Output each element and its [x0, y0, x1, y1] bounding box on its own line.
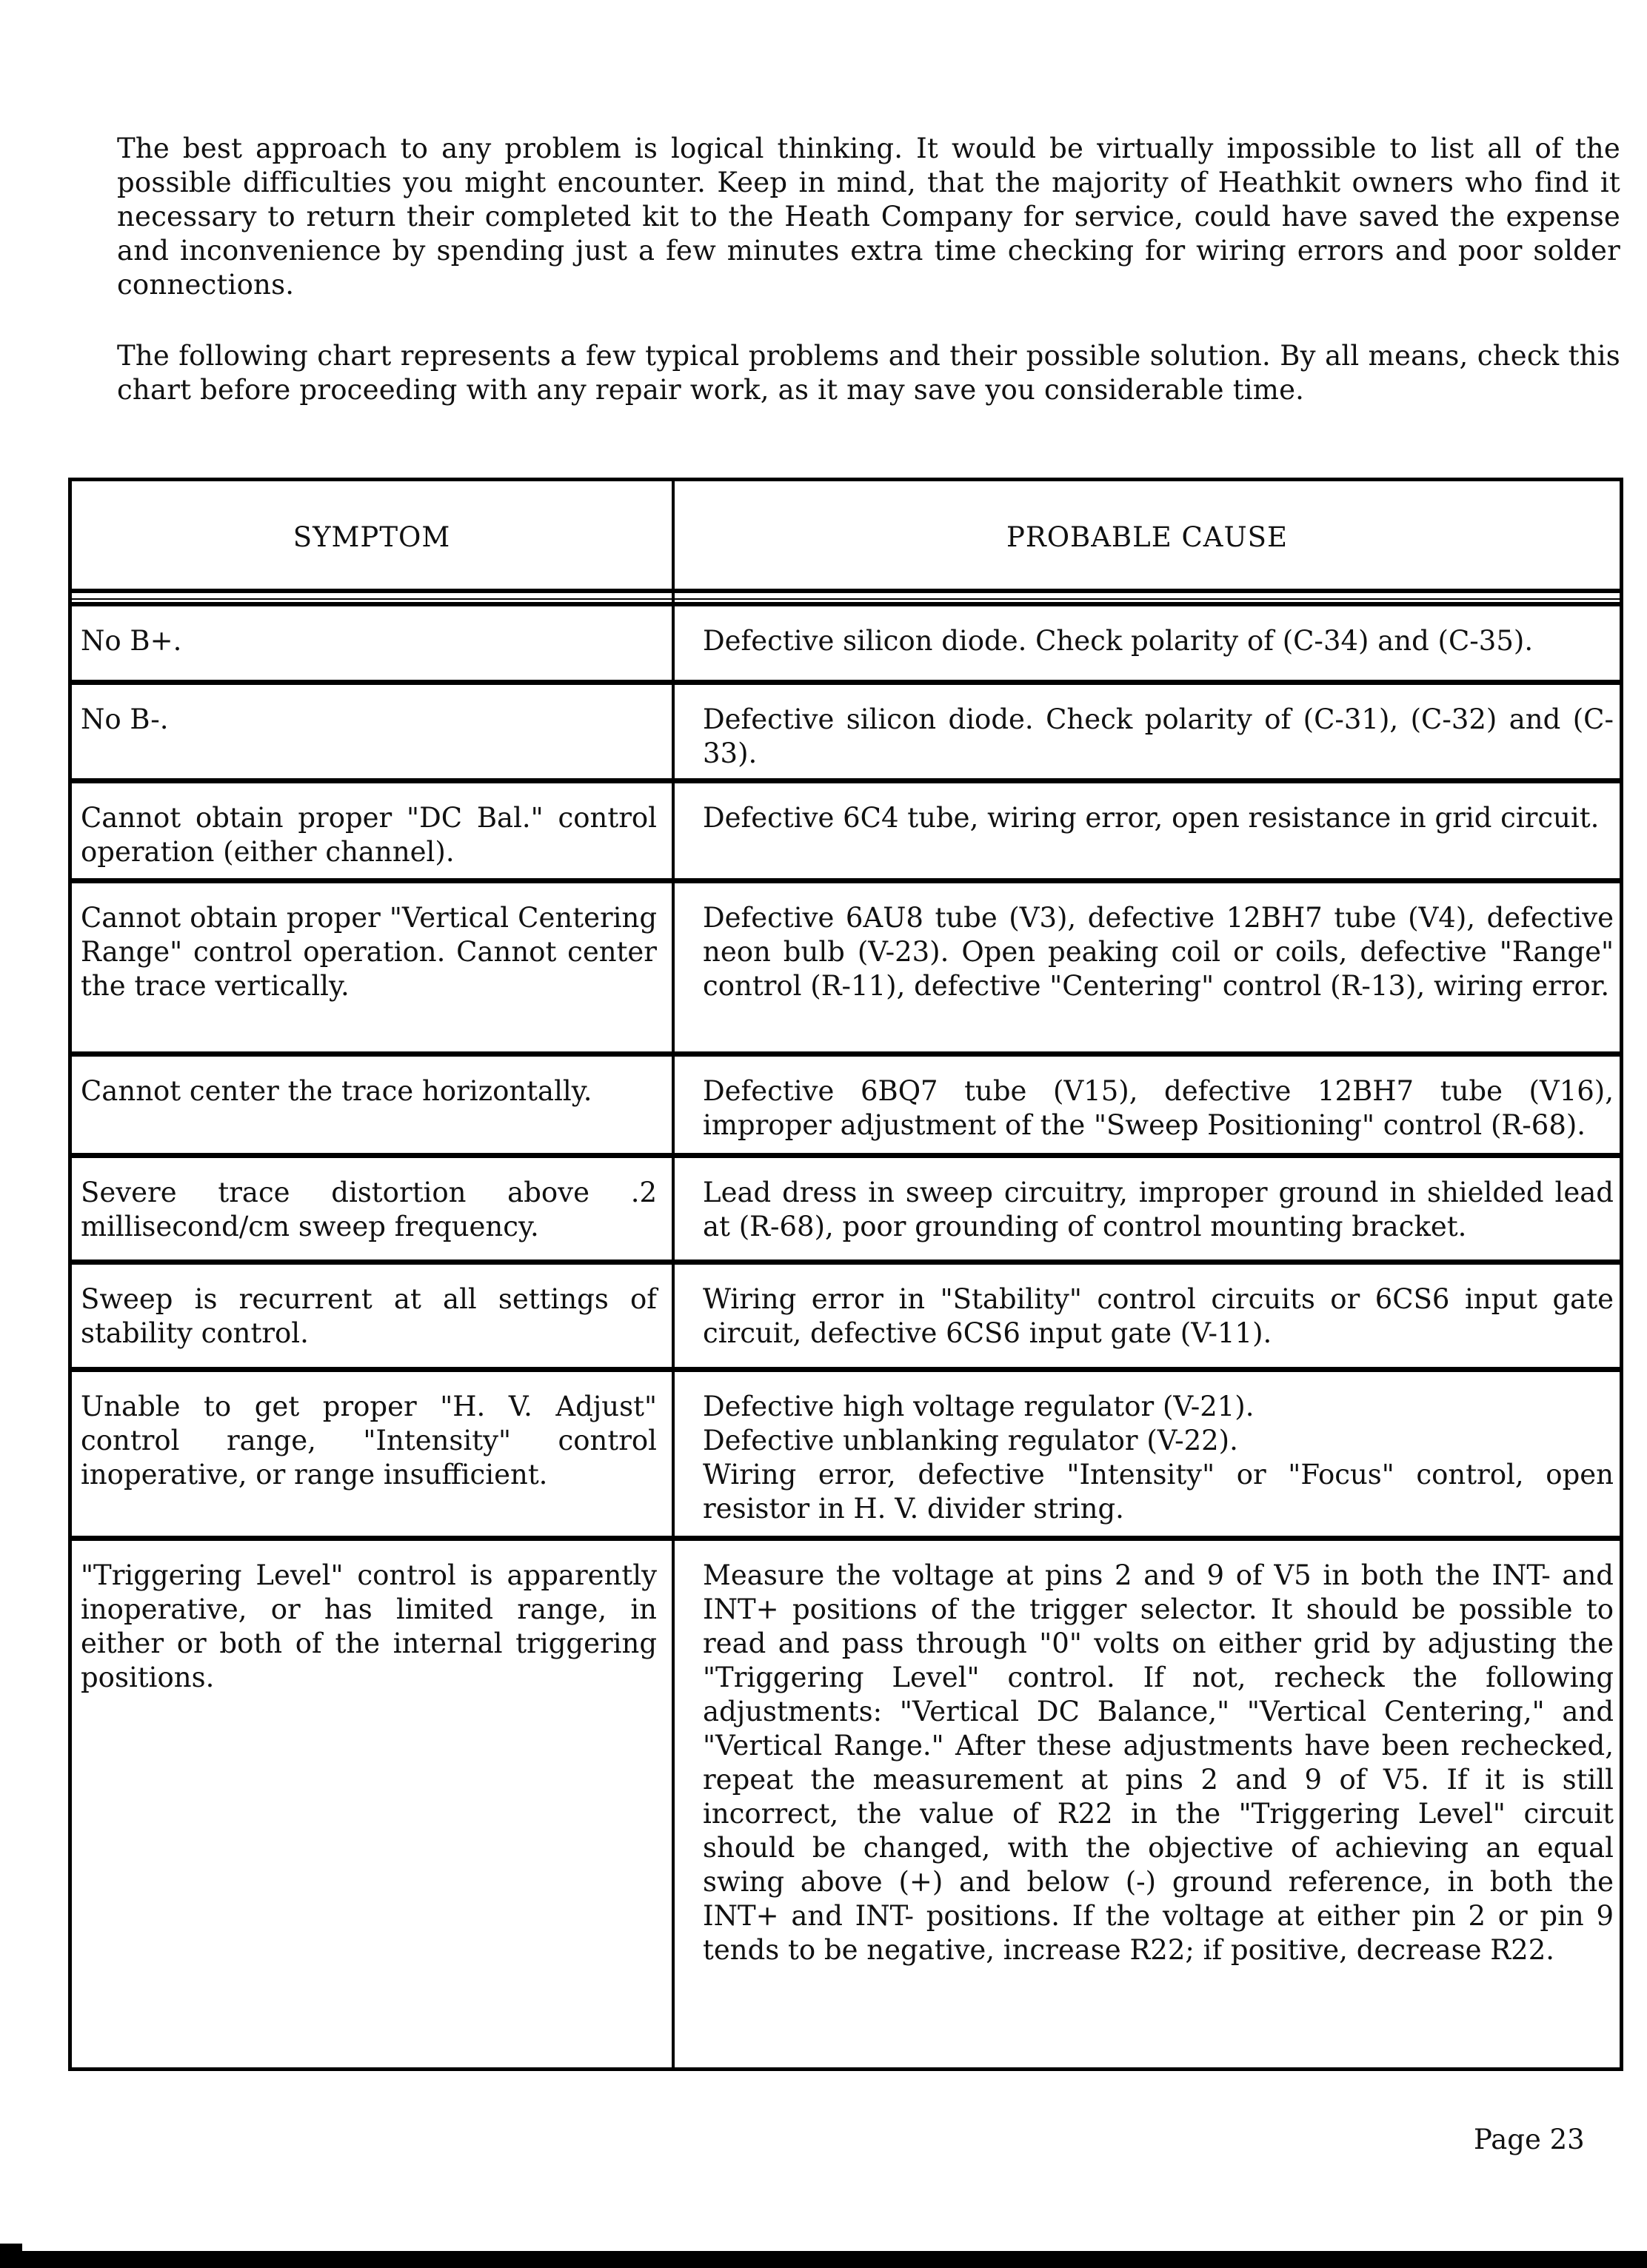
header-rule-top	[72, 589, 1620, 593]
symptom-cell: Sweep is recurrent at all settings of stability control.	[81, 1283, 657, 1349]
header-probable-cause: PROBABLE CAUSE	[1006, 521, 1289, 553]
symptom-cell: Cannot obtain proper "DC Bal." control operation (either channel).	[81, 802, 657, 868]
row-divider	[72, 1536, 1620, 1541]
table-row	[72, 1265, 1620, 1367]
symptom-cell: Cannot obtain proper "Vertical Centering Range" control operation. Cannot center the trace vertically.	[81, 902, 657, 1002]
cause-line: Defective high voltage regulator (V-21).	[703, 1391, 1255, 1422]
table-row	[72, 1541, 1620, 2070]
page-edge-corner	[0, 2244, 22, 2268]
table-row	[72, 685, 1620, 778]
row-divider	[72, 1260, 1620, 1265]
table-row	[72, 1057, 1620, 1153]
row-divider	[72, 1153, 1620, 1158]
intro-paragraph-2: The following chart represents a few typical problems and their possible solution. By all means, check this chart before proceeding with any repair work, as it may save you considerable time.	[117, 340, 1620, 406]
symptom-cell: Cannot center the trace horizontally.	[81, 1075, 592, 1107]
cause-line: Defective unblanking regulator (V-22).	[703, 1425, 1238, 1456]
row-divider	[72, 1367, 1620, 1372]
troubleshooting-chart	[68, 478, 1623, 2071]
symptom-cell: Severe trace distortion above .2 millisecond/cm sweep frequency.	[81, 1177, 657, 1242]
symptom-cell: No B-.	[81, 703, 169, 735]
table-row	[72, 606, 1620, 680]
cause-cell: Measure the voltage at pins 2 and 9 of V5 in both the INT- and INT+ positions of the trigger selector. It should be possible to read and pass through "0" volts on either grid by adjusting the "Triggering Level" control. If not, recheck the following adjustments: "Vertical DC Balance," "Vertical Centering," and "Vertical Range." After these adjustments have been rechecked, repeat the measurement at pins 2 and 9 of V5. If it is still incorrect, the value of R22 in the "Triggering Level" circuit should be changed, with the objective of achieving an equal swing above (+) and below (-) ground reference, in both the INT+ and INT- positions. If the voltage at either pin 2 or pin 9 tends to be negative, increase R22; if positive, decrease R22.	[703, 1559, 1614, 1966]
row-divider	[72, 878, 1620, 883]
cause-cell: Defective silicon diode. Check polarity of (C-31), (C-32) and (C-33).	[703, 703, 1614, 769]
symptom-cell: "Triggering Level" control is apparently inoperative, or has limited range, in either or both of the internal triggering positions.	[81, 1559, 657, 1693]
header-rule-thin	[72, 598, 1620, 600]
cause-cell: Wiring error in "Stability" control circuits or 6CS6 input gate circuit, defective 6CS6 input gate (V-11).	[703, 1283, 1614, 1349]
intro-paragraph-1: The best approach to any problem is logical thinking. It would be virtually impossible to list all of the possible difficulties you might encounter. Keep in mind, that the majority of Heathkit owners who find it necessary to return their completed kit to the Heath Company for service, could have saved the expense and inconvenience by spending just a few minutes extra time checking for wiring errors and poor solder connections.	[117, 133, 1620, 301]
table-row	[72, 783, 1620, 878]
symptom-cell: No B+.	[81, 625, 182, 657]
row-divider	[72, 680, 1620, 685]
table-row	[72, 883, 1620, 1051]
cause-cell	[703, 1390, 1614, 1526]
symptom-cell: Unable to get proper "H. V. Adjust" control range, "Intensity" control inoperative, or range insufficient.	[81, 1391, 657, 1491]
cause-line: Wiring error, defective "Intensity" or "Focus" control, open resistor in H. V. divider string.	[703, 1459, 1614, 1525]
cause-cell: Defective 6AU8 tube (V3), defective 12BH7 tube (V4), defective neon bulb (V-23). Open peaking coil or coils, defective "Range" control (R-11), defective "Centering" control (R-13), wiring error.	[703, 902, 1614, 1002]
row-divider	[72, 778, 1620, 783]
table-row	[72, 1158, 1620, 1260]
cause-cell: Defective 6BQ7 tube (V15), defective 12BH7 tube (V16), improper adjustment of the "Sweep Positioning" control (R-68).	[703, 1075, 1614, 1141]
page-number: Page 23	[1474, 2124, 1585, 2155]
cause-cell: Lead dress in sweep circuitry, improper ground in shielded lead at (R-68), poor grounding of control mounting bracket.	[703, 1177, 1614, 1242]
page-edge-bar	[0, 2251, 1647, 2268]
table-row	[72, 1372, 1620, 1536]
cause-cell: Defective silicon diode. Check polarity of (C-34) and (C-35).	[703, 625, 1534, 657]
header-symptom: SYMPTOM	[293, 521, 451, 553]
table-header	[72, 481, 1620, 592]
row-divider	[72, 1051, 1620, 1057]
cause-cell: Defective 6C4 tube, wiring error, open resistance in grid circuit.	[703, 802, 1600, 834]
